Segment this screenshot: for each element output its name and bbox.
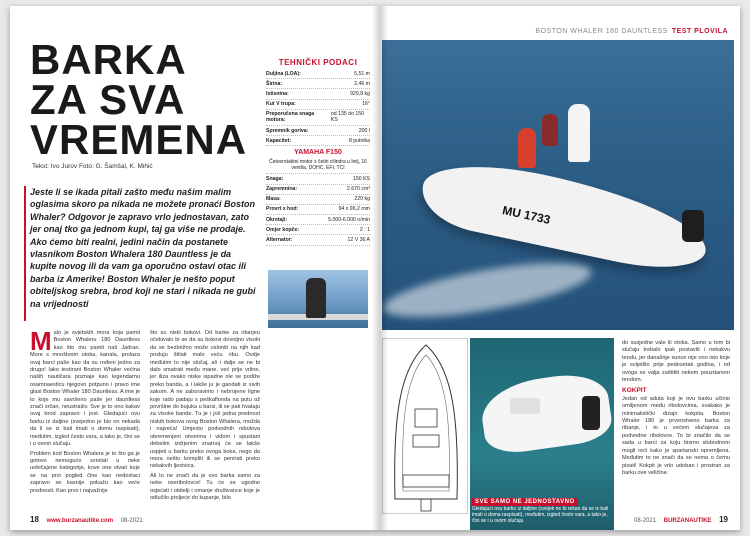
dropcap: M <box>30 326 52 356</box>
photo-caption: Gledajući ovu barku iz daljine (svejek ne bi rekao da se iz bali imati o doma raspisati), međutim, izgled često vara, a tako je, čini se i u ovom slučaju <box>472 506 609 524</box>
spec-row: Širina: 2,46 m <box>266 79 370 89</box>
running-title: BOSTON WHALER 180 DAUNTLESS <box>535 28 668 35</box>
body-text: do susjedne vale ili otoka. Samo u tom bi slučaju trebalo ipak postaviti i nekakvu tendu, jer današnje sunce nije ono isto koje je svijetlilo prije pedesetak godina, i od ovoga se valja zaštititi nekom pouzdanom tendom. <box>622 340 730 384</box>
body-text: Problem kod Boston Whalera je to što ga je gotovo nemoguće svrstati u neke uobičajene kategorije, kove one stvari koje se na prvi pogled čine kao nedostaci zapravo se kasnije pokažu kao veće prednosti. Kao prvo i najvažnije <box>30 450 140 494</box>
title-line-3: VREMENA <box>30 116 248 163</box>
engine-spec-row: Masa: 220 kg <box>266 195 370 205</box>
boat-outline-icon <box>383 339 469 515</box>
spec-row: Kapacitet: 8 putnika <box>266 136 370 146</box>
body-text: alo je svjetskih mora koja pamti Boston Whaleru 180 Dauntless kao što mu pamti naš Jadran. More s mnoštvom otoka, kanala, prolaza ovaj barci paše kao da su rođeni jedno za drugo! Iako testirani Boston Whaler većina naših nautičara poznaje kao legendarnu osamnaesticu njegovo potpuno i pravo ime glasi Boston Whaler 180 Dauntless. A ime je to koje mu savršeno paše jer dauntless znači srčan, neustrašiv. Sve je to ono kakav ovaj brod zapravo i jest. Gledajući ovu barku iz daljine (svejedno je bio on nekada da li se iz bali imati o domu raspisati), međutim, izgled često vara, a tako je, čini se i u ovom slučaju. <box>30 330 140 448</box>
engine-heading: YAMAHA F150 <box>294 149 342 157</box>
body-column-1 <box>30 326 140 495</box>
body-text: Jedan od aduta koji je ovu barku učinio omiljenom među ribolovcima, svakako je minimalistički dizajn kokpita. Boston Whaler 180 je prvenstveno barka za ribanje, i to u većem slučajeva za podvodne ribolovce. To bi značilo da se sada u barci za koju bismo slobodnom mogli reći kako je spartanski opremljena. Međutim to ne znači da se nema o čemu pisati! Kokpit je vrlo udoban i prostran za barku ove veličine. <box>622 395 730 476</box>
outboard-engine-photo <box>268 270 368 328</box>
engine-note: Četverotaktni motor s četiri cilindra u linij, 16 ventila, DOHC, EFI, TCI <box>266 157 370 174</box>
body-column-3 <box>622 340 730 477</box>
article-credits: Tekst: Ivo Jurov Foto: G. Šamšal, K. Mihić <box>32 163 153 170</box>
body-text: što su niski bokovi. Od barke za ribarjeu očekivalo bi se da su bokovi dovoljno visoki da se bezbrižno može osloniti na njih kad posluju štilati malo veću ribu. Ovdje međutim to nije slučaj, ali i dalje se ne bi dalo smatrati među mane, već prije vrline, jer iliza ovako niske ispadne ole se podiže preko banda, a i lakše ju je gandati iz sivih sakom. A ne zaboravimo i nebrojene ligne koje rado padaju s peškaflonda na putu ož površine do bujuka u barsi, ili se pak hvataju za visoke bande. Tu je i još jedna prednost niskih bokova ovog Boston Whalera, možda i najveća! Umjesto podvodnih nibolova obremenjeni otvorima i vidom i spustani debelim izdrjenim znatnoj će se lakše uspjeti u barku preko ovoga boka, nego da mora nešto kompliti ili se penirati preko nekakvih ljestvica. <box>150 330 260 470</box>
running-head <box>535 28 728 35</box>
left-footer <box>30 515 143 524</box>
magazine-spread <box>10 6 740 530</box>
lead-accent-bar <box>24 186 26 321</box>
spec-heading: TEHNIČKI PODACI <box>278 58 358 67</box>
footer-date: 08-2021 <box>120 518 143 524</box>
spec-row: Kut V trupa: 16° <box>266 100 370 110</box>
engine-spec-row: Snaga: 150 KS <box>266 174 370 184</box>
engine-spec-row: Omjer kopče: 2 : 1 <box>266 225 370 235</box>
spec-row: Istisnina: 929,8 kg <box>266 89 370 99</box>
spec-row: Preporučena snaga motora: od 135 do 150 KS <box>266 110 370 126</box>
article-title <box>30 36 248 163</box>
spec-row: Duljina (LOA): 5,51 m <box>266 69 370 79</box>
subheading-kokpit: KOKPIT <box>622 387 647 395</box>
title-line-1: BARKA <box>30 36 187 83</box>
article-lead: Jeste li se ikada pitali zašto među našim malim oglasima skoro pa nikada ne možete pronaći Boston Whaler? Odgovor je zapravo vrlo jednostavan, zato jer onaj tko ga jednom kupi, taj ga više ne prodaje. Ako ćemo biti realni, jedini način da postanete vlasnikom Boston Whalera 180 Dauntless je da kupite novog ili da vam ga oporučno ostavi otac ili barba iz Amerike! Boston Whaler je nešto poput obiteljskog srebra, brod koji ne stari i nikada ne gubi na vrijednosti <box>30 187 256 309</box>
footer-date: 08-2021 <box>634 518 657 524</box>
spec-box <box>266 58 370 246</box>
footer-web: www.burzanautike.com <box>46 518 114 524</box>
spec-row: Spremnik goriva: 200 l <box>266 126 370 136</box>
boat-plan-drawing <box>382 338 468 514</box>
section-label: TEST PLOVILA <box>671 28 728 35</box>
title-line-2: ZA SVA <box>30 76 186 123</box>
engine-spec-row: Zapremnina: 2.670 cm³ <box>266 185 370 195</box>
page-number: 19 <box>719 515 728 524</box>
hull-registration: MU 1733 <box>501 203 552 227</box>
body-column-2 <box>150 330 260 502</box>
body-text: Ali to ne znači da je ovo barka samo za neke oseribolovce! Tu će se ugodno osjećati i obitelji i omanje društvance koje je odlučilo proljeće do kupanje, bilo <box>150 472 260 501</box>
caption-label: SVE SAMO NE JEDNOSTAVNO <box>472 498 578 506</box>
engine-spec-row: Provrt x hod: 94 x 96,2 mm <box>266 205 370 215</box>
footer-web: BURZANAUTIKE <box>663 518 712 524</box>
engine-spec-row: Alternator: 12 V 36 A <box>266 235 370 245</box>
hero-boat-photo <box>382 40 734 330</box>
page-number: 18 <box>30 515 39 524</box>
right-footer <box>634 515 728 524</box>
engine-spec-row: Okretaji: 5.000-6.000 o/min <box>266 215 370 225</box>
page-gutter <box>372 6 388 530</box>
